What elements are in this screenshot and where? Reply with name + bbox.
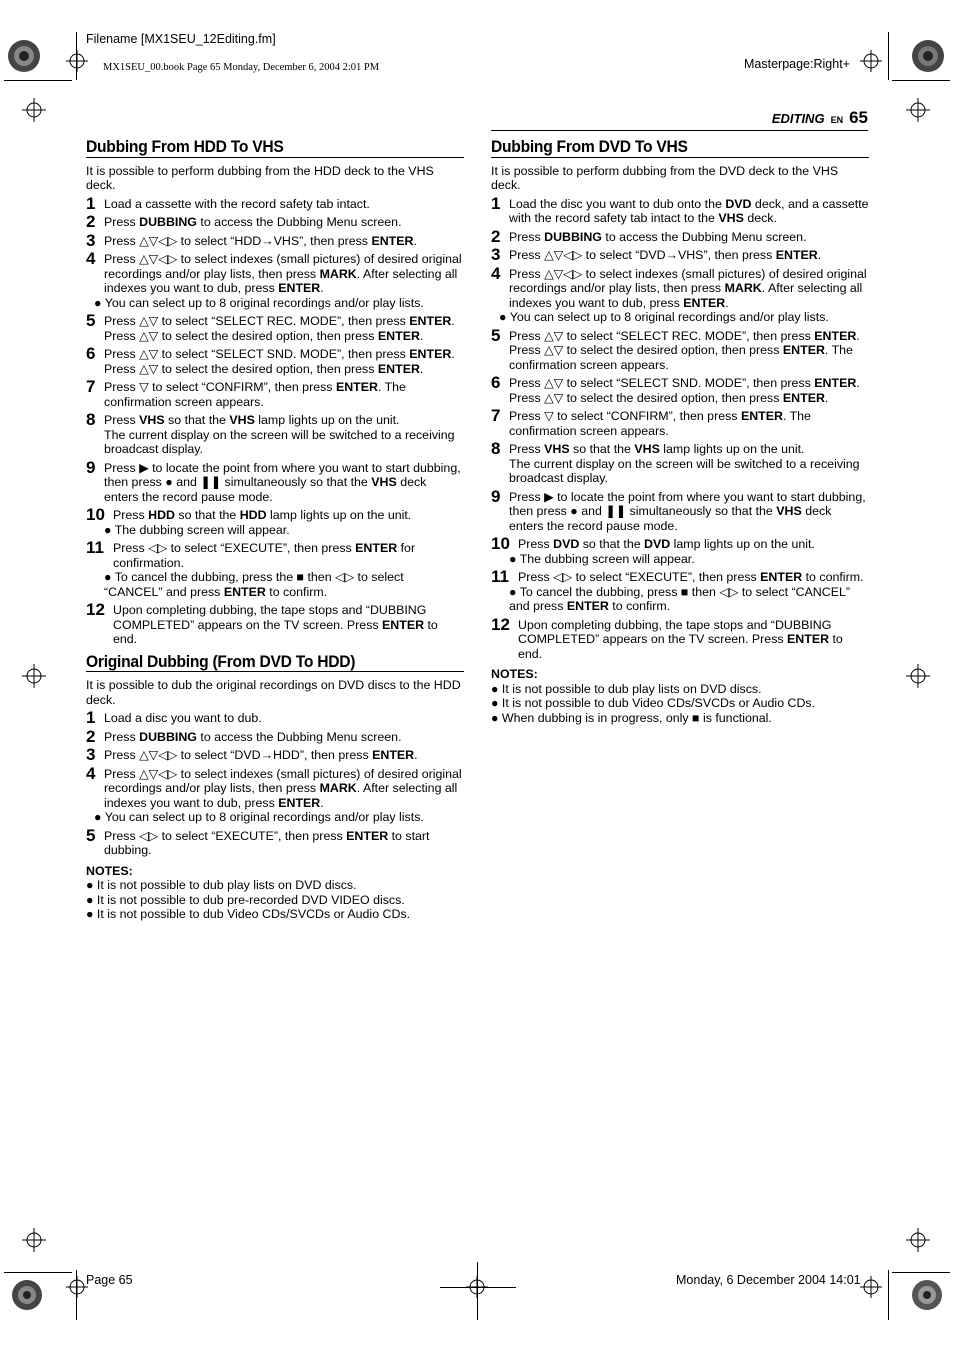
step	[86, 505, 464, 524]
step-number: 12	[86, 600, 105, 619]
book-info-label: MX1SEU_00.book Page 65 Monday, December 6, 2004 2:01 PM	[103, 62, 380, 73]
step	[86, 745, 464, 764]
step-number: 6	[491, 373, 501, 392]
bullet-note: ● The dubbing screen will appear.	[509, 551, 695, 566]
crosshair-icon	[22, 98, 46, 122]
step-text: Press △▽◁▷ to select indexes (small pictures) of desired original recordings and/or play lists, then press MARK. After selecting all indexes you want to dub, press ENTER.	[104, 252, 462, 295]
step	[86, 410, 464, 429]
note-item: ● It is not possible to dub pre-recorded DVD VIDEO discs.	[86, 892, 405, 907]
crop-mark	[4, 1272, 72, 1273]
step-text: Press ◁▷ to select “EXECUTE”, then press ENTER to start dubbing.	[104, 828, 430, 857]
step	[86, 344, 464, 376]
step-number: 4	[86, 763, 96, 783]
bullet-note: ● To cancel the dubbing, press the ■ then ◁▷ to select “CANCEL” and press ENTER to confirm.	[104, 570, 404, 599]
step-number: 8	[491, 439, 501, 458]
notes-heading: NOTES:	[86, 863, 133, 878]
registration-circle-icon	[910, 1278, 944, 1312]
crop-mark	[892, 1272, 950, 1273]
step-text: Press DVD so that the DVD lamp lights up on the unit.	[518, 537, 815, 551]
step-text: Press DUBBING to access the Dubbing Menu screen.	[104, 215, 402, 229]
step-text: Load the disc you want to dub onto the DVD deck, and a cassette with the record safety tab intact to the VHS deck.	[509, 196, 869, 225]
step-text: Press ▽ to select “CONFIRM”, then press ENTER. The confirmation screen appears.	[104, 380, 406, 409]
step-number: 5	[86, 825, 96, 845]
step	[491, 373, 869, 405]
step	[491, 486, 869, 534]
filename-label: Filename [MX1SEU_12Editing.fm]	[86, 32, 276, 46]
crop-mark	[892, 80, 950, 81]
step-number: 7	[86, 377, 96, 396]
masterpage-label: Masterpage:Right+	[744, 57, 850, 71]
step	[491, 534, 869, 553]
step	[86, 193, 464, 213]
step-detail: The current display on the screen will be switched to a receiving broadcast display.	[509, 456, 860, 485]
crop-mark	[440, 1287, 516, 1288]
bullet-note: ● The dubbing screen will appear.	[104, 522, 290, 537]
step-text: Press △▽ to select “SELECT SND. MODE”, then press ENTER. Press △▽ to select the desired option, then press ENTER.	[104, 347, 455, 376]
crosshair-icon	[906, 98, 930, 122]
step-text: Upon completing dubbing, the tape stops and “DUBBING COMPLETED” appears on the TV screen. Press ENTER to end.	[518, 617, 843, 661]
step	[491, 406, 869, 438]
registration-circle-icon	[10, 1278, 44, 1312]
intro-text: It is possible to perform dubbing from the HDD deck to the VHS deck.	[86, 163, 434, 192]
crop-mark	[4, 80, 72, 81]
step	[86, 538, 464, 570]
step-number: 6	[86, 344, 96, 363]
step-text: Press VHS so that the VHS lamp lights up on the unit.	[104, 413, 400, 427]
bullet-note: ● You can select up to 8 original recordings and/or play lists.	[94, 295, 424, 310]
intro-text: It is possible to dub the original recordings on DVD discs to the HDD deck.	[86, 678, 461, 707]
step	[491, 245, 869, 264]
step-text: Press VHS so that the VHS lamp lights up on the unit.	[509, 442, 805, 456]
step-number: 4	[86, 249, 96, 268]
step	[86, 825, 464, 858]
step-number: 4	[491, 263, 501, 283]
step-number: 1	[491, 193, 501, 213]
step-number: 5	[86, 311, 96, 330]
section-title: Original Dubbing (From DVD To HDD)	[86, 651, 356, 671]
note-item: ● It is not possible to dub Video CDs/SVCDs or Audio CDs.	[86, 907, 411, 921]
crosshair-icon	[66, 1276, 88, 1298]
step-text: Load a disc you want to dub.	[104, 711, 262, 725]
step-number: 11	[491, 567, 509, 586]
step	[491, 614, 869, 662]
step-text: Press DUBBING to access the Dubbing Menu screen.	[509, 229, 807, 244]
language-tag: EN	[830, 115, 844, 125]
crosshair-icon	[66, 50, 88, 72]
crosshair-icon	[906, 1228, 930, 1252]
step-text: Press △▽ to select “SELECT REC. MODE”, then press ENTER. Press △▽ to select the desired option, then press ENTER. The confirmation screen appears.	[509, 328, 860, 372]
step-text: Press HDD so that the HDD lamp lights up on the unit.	[113, 508, 412, 522]
step-text: Press ◁▷ to select “EXECUTE”, then press ENTER for confirmation.	[113, 541, 416, 570]
step-number: 11	[86, 538, 104, 557]
section-rule	[491, 157, 869, 158]
page-header	[772, 108, 868, 128]
step-text: Upon completing dubbing, the tape stops and “DUBBING COMPLETED” appears on the TV screen. Press ENTER to end.	[113, 603, 438, 646]
step-text: Press △▽◁▷ to select indexes (small pictures) of desired original recordings and/or play lists, then press MARK. After selecting all indexes you want to dub, press ENTER.	[509, 266, 867, 310]
note-item: ● It is not possible to dub play lists on DVD discs.	[86, 878, 357, 892]
notes-heading: NOTES:	[491, 667, 538, 681]
registration-circle-icon	[910, 38, 946, 74]
note-item: ● It is not possible to dub play lists on DVD discs.	[491, 681, 762, 696]
crosshair-icon	[860, 1276, 882, 1298]
step-number: 9	[491, 486, 501, 506]
step-number: 7	[491, 406, 501, 425]
step-text: Press ▽ to select “CONFIRM”, then press ENTER. The confirmation screen appears.	[509, 409, 811, 438]
step	[491, 439, 869, 458]
step-detail: The current display on the screen will be switched to a receiving broadcast display.	[104, 427, 455, 456]
section-title: Dubbing From DVD To VHS	[491, 137, 688, 156]
step-number: 3	[491, 245, 501, 264]
step-text: Press △▽◁▷ to select indexes (small pictures) of desired original recordings and/or play lists, then press MARK. After selecting all indexes you want to dub, press ENTER.	[104, 766, 462, 810]
step	[86, 230, 464, 250]
bullet-note: ● You can select up to 8 original recordings and/or play lists.	[94, 810, 424, 824]
section-rule	[86, 157, 464, 158]
registration-circle-icon	[6, 38, 42, 74]
crop-mark	[888, 1270, 889, 1320]
step	[491, 226, 869, 246]
step-number: 1	[86, 708, 96, 727]
footer-date: Monday, 6 December 2004 14:01	[676, 1273, 861, 1287]
crosshair-icon	[22, 664, 46, 688]
step-number: 3	[86, 745, 96, 764]
step	[86, 457, 464, 505]
step-number: 10	[491, 534, 510, 553]
step-number: 8	[86, 410, 96, 429]
section-name: EDITING	[771, 111, 825, 126]
step-text: Press ▶ to locate the point from where you want to start dubbing, then press ● and ❚❚ simultaneously so that the VHS deck enters the record pause mode.	[509, 489, 866, 533]
crosshair-icon	[22, 1228, 46, 1252]
header-rule	[491, 130, 868, 131]
step	[86, 377, 464, 409]
step-text: Load a cassette with the record safety tab intact.	[104, 196, 370, 211]
step-number: 1	[86, 193, 96, 213]
step-text: Press △▽◁▷ to select “DVD→VHS”, then press ENTER.	[509, 248, 822, 262]
note-item: ● When dubbing is in progress, only ■ is functional.	[491, 710, 772, 725]
right-column	[491, 137, 869, 725]
crosshair-icon	[860, 50, 882, 72]
step-number: 2	[86, 212, 96, 231]
step-text: Press ▶ to locate the point from where you want to start dubbing, then press ● and ❚❚ simultaneously so that the VHS deck enters the record pause mode.	[104, 460, 461, 504]
step	[86, 311, 464, 343]
step-text: Press DUBBING to access the Dubbing Menu screen.	[104, 729, 402, 744]
step-number: 9	[86, 457, 96, 477]
step	[86, 726, 464, 746]
step-text: Press ◁▷ to select “EXECUTE”, then press ENTER to confirm.	[518, 570, 864, 584]
step-number: 10	[86, 505, 105, 524]
step-text: Press △▽ to select “SELECT REC. MODE”, then press ENTER. Press △▽ to select the desired option, then press ENTER.	[104, 314, 455, 343]
step	[86, 763, 464, 811]
step-number: 2	[491, 226, 501, 246]
step	[86, 600, 464, 647]
crosshair-icon	[906, 664, 930, 688]
step	[491, 193, 869, 226]
bullet-note: ● To cancel the dubbing, press ■ then ◁▷ to select “CANCEL” and press ENTER to confirm.	[509, 584, 850, 613]
step-text: Press △▽◁▷ to select “HDD→VHS”, then press ENTER.	[104, 233, 417, 248]
step	[491, 325, 869, 373]
crop-mark	[888, 32, 889, 80]
note-item: ● It is not possible to dub Video CDs/SVCDs or Audio CDs.	[491, 696, 816, 710]
step-number: 12	[491, 614, 510, 634]
step	[86, 212, 464, 231]
step-text: Press △▽ to select “SELECT SND. MODE”, then press ENTER. Press △▽ to select the desired option, then press ENTER.	[509, 376, 860, 405]
step	[86, 708, 464, 727]
section-rule	[86, 671, 464, 672]
page-number: 65	[849, 108, 868, 127]
step	[86, 249, 464, 296]
footer-page: Page 65	[86, 1273, 133, 1287]
left-column	[86, 137, 464, 922]
bullet-note: ● You can select up to 8 original recordings and/or play lists.	[499, 310, 829, 324]
step-number: 3	[86, 230, 96, 250]
crop-mark	[477, 1262, 478, 1320]
section-title: Dubbing From HDD To VHS	[86, 137, 284, 156]
step	[491, 567, 869, 586]
intro-text: It is possible to perform dubbing from the DVD deck to the VHS deck.	[491, 163, 839, 192]
step-text: Press △▽◁▷ to select “DVD→HDD”, then press ENTER.	[104, 748, 418, 762]
step-number: 2	[86, 726, 96, 746]
step-number: 5	[491, 325, 501, 345]
step	[491, 263, 869, 311]
